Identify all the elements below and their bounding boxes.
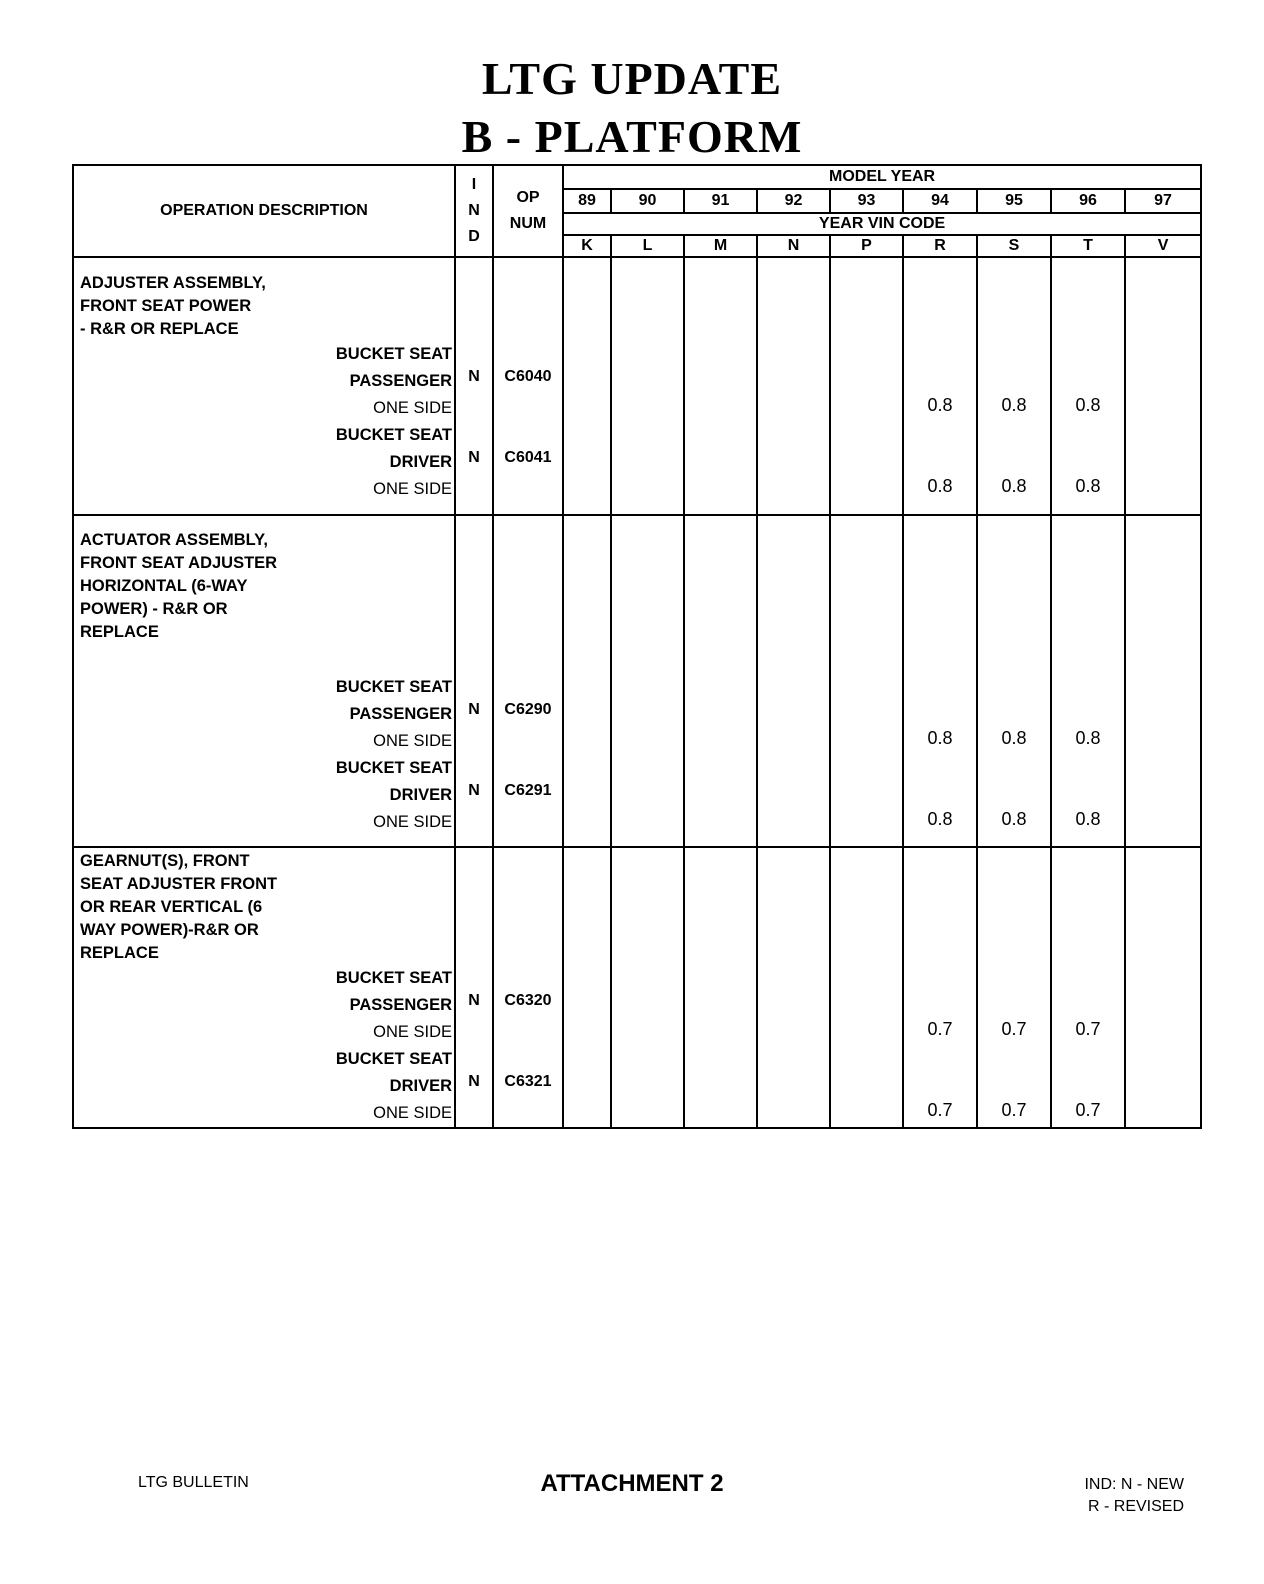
year-value-cell [1051,257,1125,515]
labor-time-value: 0.8 [1001,727,1027,748]
year-value-cell [1125,847,1201,1128]
sub-operation-side: DRIVER [389,452,452,471]
sub-operation-seat: BUCKET SEAT [335,677,452,696]
year-header-cell: 93 [830,189,903,213]
footer-legend: IND: N - NEW R - REVISED [1084,1476,1184,1515]
model-year-header: MODEL YEAR [563,165,1201,189]
year-value-cell [1051,847,1125,1128]
sub-operation-seat: BUCKET SEAT [335,758,452,777]
op-num-value: C6041 [504,448,552,466]
year-header-cell: 95 [977,189,1051,213]
year-value-cell [757,515,830,847]
year-value-cell [830,847,903,1128]
operation-title-line: HORIZONTAL (6-WAY [80,576,248,595]
op-num-value: C6321 [504,1073,552,1090]
ind-value: N [468,1073,480,1090]
op-num-value: C6290 [504,700,552,718]
vin-code-cell: M [684,235,757,257]
vin-code-cell: P [830,235,903,257]
ind-cell [455,515,493,847]
sub-operation-one-side: ONE SIDE [373,1023,452,1041]
sub-operation-side: PASSENGER [349,996,452,1014]
year-value-cell [903,515,977,847]
ind-value: N [468,700,480,718]
ind-value: N [468,781,480,799]
operation-title-line: ACTUATOR ASSEMBLY, [80,530,268,549]
labor-time-value: 0.8 [1075,808,1101,829]
operation-description-cell [73,847,455,1128]
vin-code-cell: T [1051,235,1125,257]
vin-code-cell: N [757,235,830,257]
sub-operation-side: PASSENGER [349,704,452,723]
year-value-cell [903,257,977,515]
sub-operation-side: DRIVER [389,1077,452,1095]
op-num-value: C6040 [504,367,552,385]
labor-time-value: 0.8 [1075,394,1101,415]
vin-code-cell: R [903,235,977,257]
year-header-cell: 94 [903,189,977,213]
ind-header: I N D [455,165,493,257]
year-header-cell: 91 [684,189,757,213]
sub-operation-one-side: ONE SIDE [373,479,452,498]
vin-code-cell: S [977,235,1051,257]
year-vin-code-header: YEAR VIN CODE [563,213,1201,235]
sub-operation-seat: BUCKET SEAT [335,1050,452,1068]
operation-description-cell [73,257,455,515]
vin-code-cell: L [611,235,684,257]
year-value-cell [830,515,903,847]
labor-time-value: 0.8 [1075,727,1101,748]
sub-operation-one-side: ONE SIDE [373,731,452,750]
year-value-cell [830,257,903,515]
year-header-cell: 92 [757,189,830,213]
labor-time-value: 0.8 [1075,475,1101,496]
operation-title-line: REPLACE [80,622,159,641]
labor-time-value: 0.8 [927,394,953,415]
labor-time-value: 0.8 [927,727,953,748]
title-line-1: LTG UPDATE [481,53,783,104]
footer-bulletin: LTG BULLETIN [138,1474,249,1491]
year-value-cell [1125,257,1201,515]
sub-operation-one-side: ONE SIDE [373,1104,452,1122]
year-value-cell [1125,515,1201,847]
labor-time-value: 0.8 [1001,808,1027,829]
operation-title-line: FRONT SEAT ADJUSTER [80,553,278,572]
title-line-2: B - PLATFORM [461,111,803,162]
year-value-cell [563,515,611,847]
year-header-cell: 90 [611,189,684,213]
year-value-cell [1051,515,1125,847]
labor-time-value: 0.7 [927,1100,953,1120]
year-value-cell [757,257,830,515]
operation-title-line: WAY POWER)-R&R OR [80,921,259,939]
year-value-cell [977,515,1051,847]
labor-time-table [72,164,1202,1129]
labor-time-value: 0.8 [927,475,953,496]
ind-value: N [468,448,480,466]
table-row [73,847,1201,1128]
labor-time-value: 0.7 [927,1019,953,1039]
op-num-cell [493,257,563,515]
year-header-cell: 89 [563,189,611,213]
year-value-cell [684,515,757,847]
labor-time-value: 0.8 [1001,394,1027,415]
sub-operation-side: PASSENGER [349,371,452,390]
year-value-cell [684,847,757,1128]
operation-title-line: - R&R OR REPLACE [80,319,239,338]
labor-time-value: 0.7 [1075,1019,1101,1039]
operation-description-header: OPERATION DESCRIPTION [73,165,455,257]
sub-operation-side: DRIVER [389,785,452,804]
sub-operation-one-side: ONE SIDE [373,398,452,417]
labor-time-value: 0.7 [1001,1019,1027,1039]
ind-value: N [468,992,480,1009]
year-value-cell [684,257,757,515]
sub-operation-seat: BUCKET SEAT [335,969,452,987]
labor-time-value: 0.7 [1075,1100,1101,1120]
sub-operation-seat: BUCKET SEAT [335,425,452,444]
year-value-cell [977,847,1051,1128]
op-num-header: OP NUM [493,165,563,257]
op-num-value: C6291 [504,781,552,799]
ind-cell [455,847,493,1128]
operation-description-cell [73,515,455,847]
year-value-cell [563,847,611,1128]
op-num-value: C6320 [504,992,552,1009]
table-row [73,257,1201,515]
operation-title-line: OR REAR VERTICAL (6 [80,898,263,916]
year-header-cell: 97 [1125,189,1201,213]
year-value-cell [611,515,684,847]
operation-title-line: REPLACE [80,944,159,962]
year-value-cell [611,257,684,515]
operation-title-line: SEAT ADJUSTER FRONT [80,875,278,893]
operation-title-line: POWER) - R&R OR [80,599,228,618]
operation-title-line: GEARNUT(S), FRONT [80,852,250,870]
ind-value: N [468,367,480,385]
sub-operation-seat: BUCKET SEAT [335,344,452,363]
year-value-cell [977,257,1051,515]
op-num-cell [493,515,563,847]
labor-time-value: 0.7 [1001,1100,1027,1120]
year-value-cell [611,847,684,1128]
year-value-cell [563,257,611,515]
labor-time-value: 0.8 [1001,475,1027,496]
operation-title-line: FRONT SEAT POWER [80,296,252,315]
operation-title-line: ADJUSTER ASSEMBLY, [80,273,266,292]
footer-attachment: ATTACHMENT 2 [540,1470,724,1497]
vin-code-cell: K [563,235,611,257]
year-header-cell: 96 [1051,189,1125,213]
ind-cell [455,257,493,515]
table-row [73,515,1201,847]
op-num-cell [493,847,563,1128]
year-value-cell [757,847,830,1128]
year-value-cell [903,847,977,1128]
sub-operation-one-side: ONE SIDE [373,812,452,831]
vin-code-cell: V [1125,235,1201,257]
labor-time-value: 0.8 [927,808,953,829]
